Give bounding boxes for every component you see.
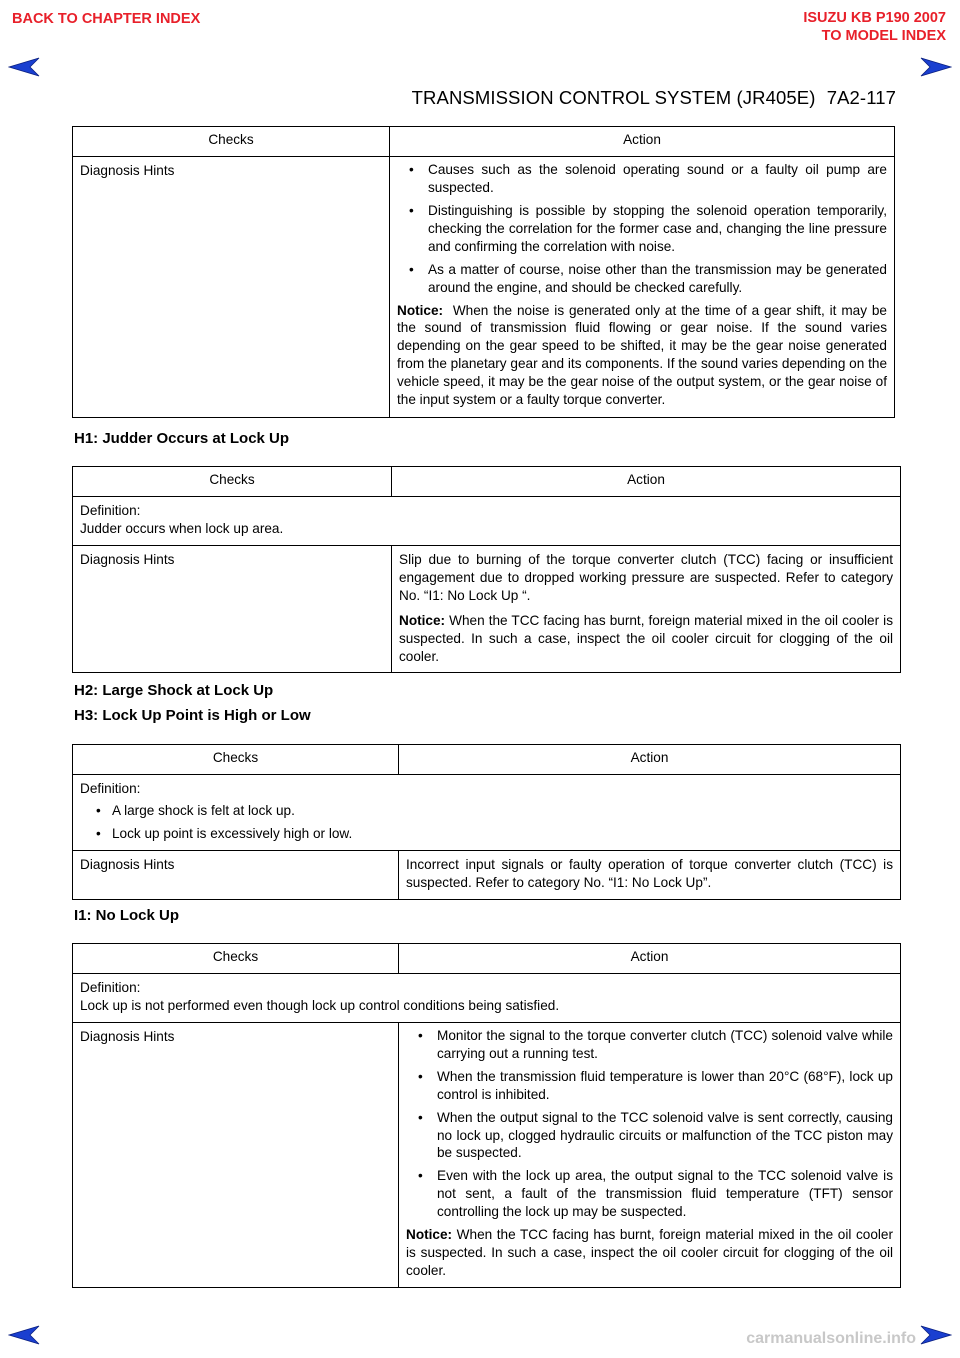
list-item: • Lock up point is excessively high or low. bbox=[80, 825, 893, 843]
page-number: 7A2-117 bbox=[826, 87, 896, 108]
notice-text: When the TCC facing has burnt, foreign material mixed in the oil cooler is suspected. In such a case, inspect the oil cooler circuit for clogging of the oil cooler. bbox=[399, 612, 893, 664]
previous-page-arrow-icon[interactable] bbox=[8, 1324, 40, 1346]
hint-text: Incorrect input signals or faulty operation of torque converter clutch (TCC) is suspected. Refer to category No. “I1: No Lock Up”. bbox=[399, 850, 901, 899]
section-heading-i1: I1: No Lock Up bbox=[74, 907, 180, 924]
watermark: carmanualsonline.info bbox=[746, 1330, 916, 1347]
checks-column-header: Checks bbox=[73, 745, 399, 775]
model-name-label: ISUZU KB P190 2007 bbox=[803, 10, 946, 26]
diagnosis-table-continued bbox=[72, 126, 895, 418]
list-item: • Even with the lock up area, the output signal to the TCC solenoid valve is not sent, a fault of the transmission fluid temperature (TFT) sensor controlling the lock up may be suspected. bbox=[406, 1167, 893, 1221]
definition-cell bbox=[73, 774, 901, 850]
table-row bbox=[73, 1022, 901, 1287]
list-item: • Distinguishing is possible by stopping the solenoid operation temporarily, checking the correlation for the former case and, changing the line pressure and confirming the correlation with noise. bbox=[397, 202, 887, 256]
notice-label: Notice: bbox=[397, 302, 444, 318]
action-column-header: Action bbox=[390, 127, 895, 157]
definition-label: Definition: bbox=[80, 780, 141, 796]
list-item: • Causes such as the solenoid operating sound or a faulty oil pump are suspected. bbox=[397, 161, 887, 197]
table-row bbox=[73, 774, 901, 850]
list-item: • A large shock is felt at lock up. bbox=[80, 802, 893, 820]
row-label: Diagnosis Hints bbox=[73, 156, 390, 417]
row-label: Diagnosis Hints bbox=[73, 1022, 399, 1287]
list-item: • As a matter of course, noise other than the transmission may be generated around the engine, and should be checked carefully. bbox=[397, 261, 887, 297]
diagnosis-table-h3 bbox=[72, 744, 901, 900]
action-cell bbox=[399, 1022, 901, 1287]
table-row bbox=[73, 156, 895, 417]
definition-text: Lock up is not performed even though lock up control conditions being satisfied. bbox=[80, 997, 560, 1013]
table-row bbox=[73, 496, 901, 545]
previous-page-arrow-icon[interactable] bbox=[8, 56, 40, 78]
page-title: TRANSMISSION CONTROL SYSTEM (JR405E) bbox=[411, 87, 816, 108]
model-index-link[interactable] bbox=[803, 10, 946, 45]
action-column-header: Action bbox=[399, 745, 901, 775]
notice-paragraph bbox=[399, 612, 893, 666]
notice-text: When the TCC facing has burnt, foreign material mixed in the oil cooler is suspected. In such a case, inspect the oil cooler circuit for clogging of the oil cooler. bbox=[406, 1227, 893, 1279]
definition-label: Definition: bbox=[80, 502, 141, 518]
next-page-arrow-icon[interactable] bbox=[920, 56, 952, 78]
notice-text: When the noise is generated only at the time of a gear shift, it may be the sound of transmission fluid flowing or gear noise. If the sound varies depending on the gear speed to be shifted, it may be the gear noise generated from the planetary gear and its components. If the sound varies depending on the vehicle speed, it may be the gear noise of the output system, or the gear noise of the input system or a faulty torque converter. bbox=[397, 302, 887, 408]
notice-paragraph bbox=[397, 302, 887, 410]
table-row bbox=[73, 545, 901, 673]
definition-cell bbox=[73, 496, 901, 545]
section-heading-h3: H3: Lock Up Point is High or Low bbox=[74, 707, 311, 724]
next-page-arrow-icon[interactable] bbox=[920, 1324, 952, 1346]
table-row bbox=[73, 850, 901, 899]
notice-paragraph bbox=[406, 1226, 893, 1280]
action-cell bbox=[390, 156, 895, 417]
list-item: • When the output signal to the TCC solenoid valve is sent correctly, causing no lock up, clogged hydraulic circuits or malfunction of the TCC piston may be suspected. bbox=[406, 1109, 893, 1163]
definition-cell bbox=[73, 973, 901, 1022]
diagnosis-table-i1 bbox=[72, 943, 901, 1288]
page-header bbox=[412, 86, 896, 110]
hint-text: Slip due to burning of the torque converter clutch (TCC) facing or insufficient engagement due to dropped working pressure are suspected. Refer to category No. “I1: No Lock Up “. bbox=[399, 551, 893, 603]
action-column-header: Action bbox=[399, 944, 901, 974]
list-item: • Monitor the signal to the torque converter clutch (TCC) solenoid valve while carrying out a running test. bbox=[406, 1027, 893, 1063]
definition-text: Judder occurs when lock up area. bbox=[80, 520, 284, 536]
to-model-index-label: TO MODEL INDEX bbox=[821, 27, 946, 44]
list-item: • When the transmission fluid temperature is lower than 20°C (68°F), lock up control is inhibited. bbox=[406, 1068, 893, 1104]
section-heading-h1: H1: Judder Occurs at Lock Up bbox=[74, 430, 290, 447]
notice-label: Notice: bbox=[406, 1227, 453, 1243]
back-to-chapter-index-link[interactable]: BACK TO CHAPTER INDEX bbox=[12, 11, 201, 27]
definition-label: Definition: bbox=[80, 979, 141, 995]
checks-column-header: Checks bbox=[73, 127, 390, 157]
table-row bbox=[73, 973, 901, 1022]
diagnosis-table-h1 bbox=[72, 466, 901, 673]
action-cell bbox=[392, 545, 901, 673]
action-column-header: Action bbox=[392, 467, 901, 497]
checks-column-header: Checks bbox=[73, 944, 399, 974]
checks-column-header: Checks bbox=[73, 467, 392, 497]
row-label: Diagnosis Hints bbox=[73, 545, 392, 673]
section-heading-h2: H2: Large Shock at Lock Up bbox=[74, 682, 274, 699]
notice-label: Notice: bbox=[399, 612, 446, 628]
row-label: Diagnosis Hints bbox=[73, 850, 399, 899]
